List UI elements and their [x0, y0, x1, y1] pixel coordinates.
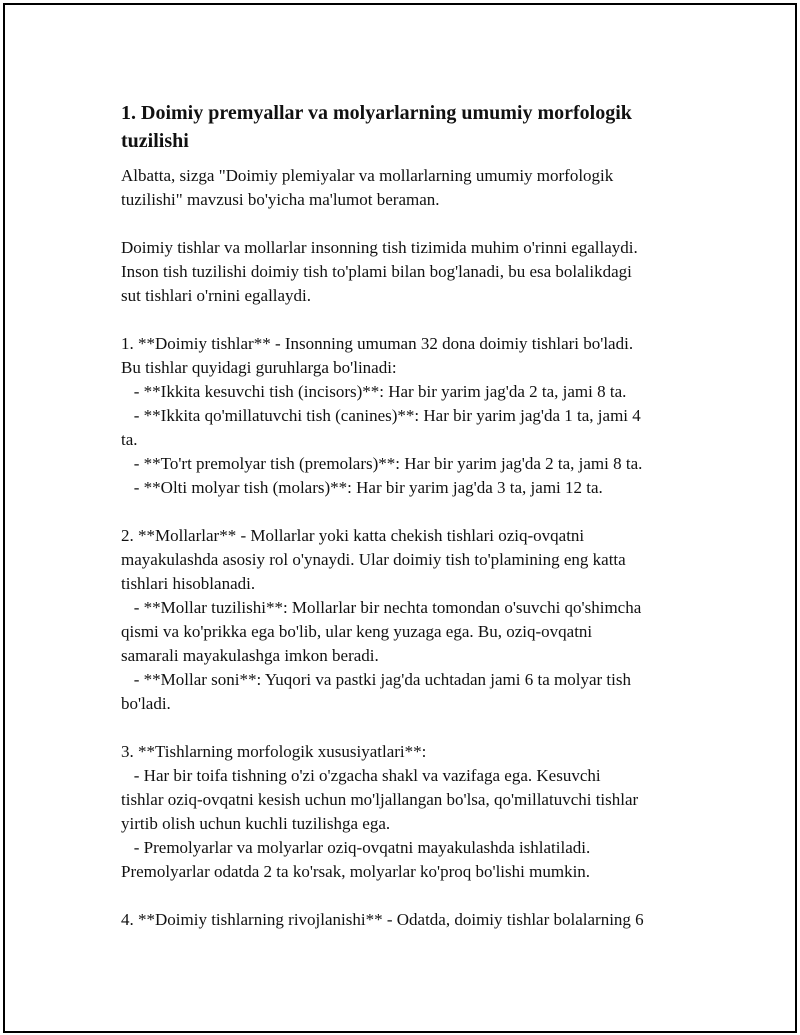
section-morphology: 3. **Tishlarning morfologik xususiyatlari**: - Har bir toifa tishning o'zi o'zgacha shakl va vazifaga ega. Kesuvchi tishlar oziq-ovqatni kesish uchun mo'ljallangan bo'lsa, qo'millatuvchi tishlar yirtib olish uchun kuchli tuzilishga ega. - Premolyarlar va molyarlar oziq-ovqatni mayakulashda ishlatiladi. Premolyarlar odatda 2 ta ko'rsak, molyarlar ko'proq bo'lishi mumkin. [121, 742, 639, 881]
blank-line [121, 716, 701, 740]
blank-line [121, 308, 701, 332]
section-permanent-teeth: 1. **Doimiy tishlar** - Insonning umuman 32 dona doimiy tishlari bo'ladi. Bu tishlar quyidagi guruhlarga bo'linadi: - **Ikkita kesuvchi tish (incisors)**: Har bir yarim jag'da 2 ta, jami 8 ta. - **Ikkita qo'millatuvchi tish (canines)**: Har bir yarim jag'da 1 ta, jami 4 ta. - **To'rt premolyar tish (premolars)**: Har bir yarim jag'da 2 ta, jami 8 ta. - **Olti molyar tish (molars)**: Har bir yarim jag'da 3 ta, jami 12 ta. [121, 334, 643, 497]
section-development: 4. **Doimiy tishlarning rivojlanishi** - Odatda, doimiy tishlar bolalarning 6 [121, 910, 644, 929]
blank-line [121, 500, 701, 524]
blank-line [121, 212, 701, 236]
intro-paragraph: Albatta, sizga "Doimiy plemiyalar va mollarlarning umumiy morfologik tuzilishi" mavzusi bo'yicha ma'lumot beraman. [121, 166, 614, 209]
document-heading: 1. Doimiy premyallar va molyarlarning umumiy morfologik tuzilishi [121, 102, 632, 152]
document-body [121, 99, 701, 932]
page-frame [3, 3, 797, 1033]
overview-paragraph: Doimiy tishlar va mollarlar insonning tish tizimida muhim o'rinni egallaydi. Inson tish tuzilishi doimiy tish to'plami bilan bog'lanadi, bu esa bolalikdagi sut tishlari o'rnini egallaydi. [121, 238, 638, 305]
blank-line [121, 884, 701, 908]
section-molars: 2. **Mollarlar** - Mollarlar yoki katta chekish tishlari oziq-ovqatni mayakulashda asosiy rol o'ynaydi. Ular doimiy tish to'plamining eng katta tishlari hisoblanadi. - **Mollar tuzilishi**: Mollarlar bir nechta tomondan o'suvchi qo'shimcha qismi va ko'prikka ega bo'lib, ular keng yuzaga ega. Bu, oziq-ovqatni samarali mayakulashga imkon beradi. - **Mollar soni**: Yuqori va pastki jag'da uchtadan jami 6 ta molyar tish bo'ladi. [121, 526, 642, 713]
